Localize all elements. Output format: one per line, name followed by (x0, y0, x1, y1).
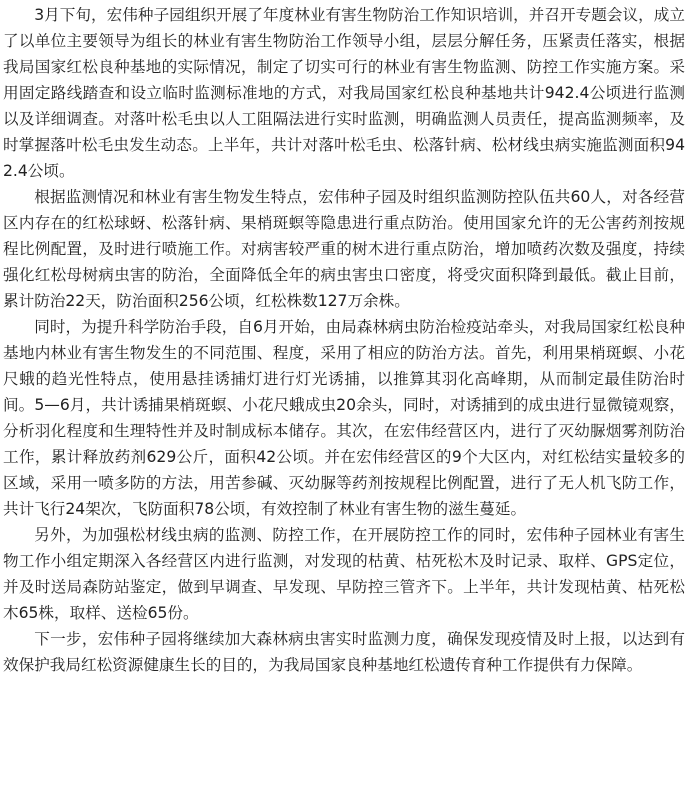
paragraph-2: 根据监测情况和林业有害生物发生特点，宏伟种子园及时组织监测防控队伍共60人，对各经营区内存在的红松球蚜、松落针病、果梢斑螟等隐患进行重点防治。使用国家允许的无公害药剂按规程比例配置，及时进行喷施工作。对病害较严重的树木进行重点防治，增加喷药次数及强度，持续强化红松母树病虫害的防治，全面降低全年的病虫害虫口密度，将受灾面积降到最低。截止目前，累计防治22天，防治面积256公顷，红松株数127万余株。 (3, 188, 685, 310)
paragraph-4: 另外，为加强松材线虫病的监测、防控工作，在开展防控工作的同时，宏伟种子园林业有害生物工作小组定期深入各经营区内进行监测，对发现的枯黄、枯死松木及时记录、取样、GPS定位，并及时送局森防站鉴定，做到早调查、早发现、早防控三管齐下。上半年，共计发现枯黄、枯死松木65株，取样、送检65份。 (3, 526, 685, 622)
paragraph-3: 同时，为提升科学防治手段，自6月开始，由局森林病虫防治检疫站牵头，对我局国家红松良种基地内林业有害生物发生的不同范围、程度，采用了相应的防治方法。首先，利用果梢斑螟、小花尺蛾的趋光性特点，使用悬挂诱捕灯进行灯光诱捕，以推算其羽化高峰期，从而制定最佳防治时间。5—6月，共计诱捕果梢斑螟、小花尺蛾成虫20余头，同时，对诱捕到的成虫进行显微镜观察，分析羽化程度和生理特性并及时制成标本储存。其次，在宏伟经营区内，进行了灭幼脲烟雾剂防治工作，累计释放药剂629公斤，面积42公顷。并在宏伟经营区的9个大区内，对红松结实量较多的区域，采用一喷多防的方法，用苦参碱、灭幼脲等药剂按规程比例配置，进行了无人机飞防工作，共计飞行24架次，飞防面积78公顷，有效控制了林业有害生物的滋生蔓延。 (3, 318, 685, 518)
paragraph-1: 3月下旬，宏伟种子园组织开展了年度林业有害生物防治工作知识培训，并召开专题会议，成立了以单位主要领导为组长的林业有害生物防治工作领导小组，层层分解任务，压紧责任落实，根据我局国家红松良种基地的实际情况，制定了切实可行的林业有害生物监测、防控工作实施方案。采用固定路线踏查和设立临时监测标准地的方式，对我局国家红松良种基地共计942.4公顷进行监测以及详细调查。对落叶松毛虫以人工阻隔法进行实时监测，明确监测人员责任，提高监测频率，及时掌握落叶松毛虫发生动态。上半年，共计对落叶松毛虫、松落针病、松材线虫病实施监测面积942.4公顷。 (3, 6, 685, 180)
paragraph-5: 下一步，宏伟种子园将继续加大森林病虫害实时监测力度，确保发现疫情及时上报，以达到有效保护我局红松资源健康生长的目的，为我局国家良种基地红松遗传育种工作提供有力保障。 (3, 630, 685, 674)
